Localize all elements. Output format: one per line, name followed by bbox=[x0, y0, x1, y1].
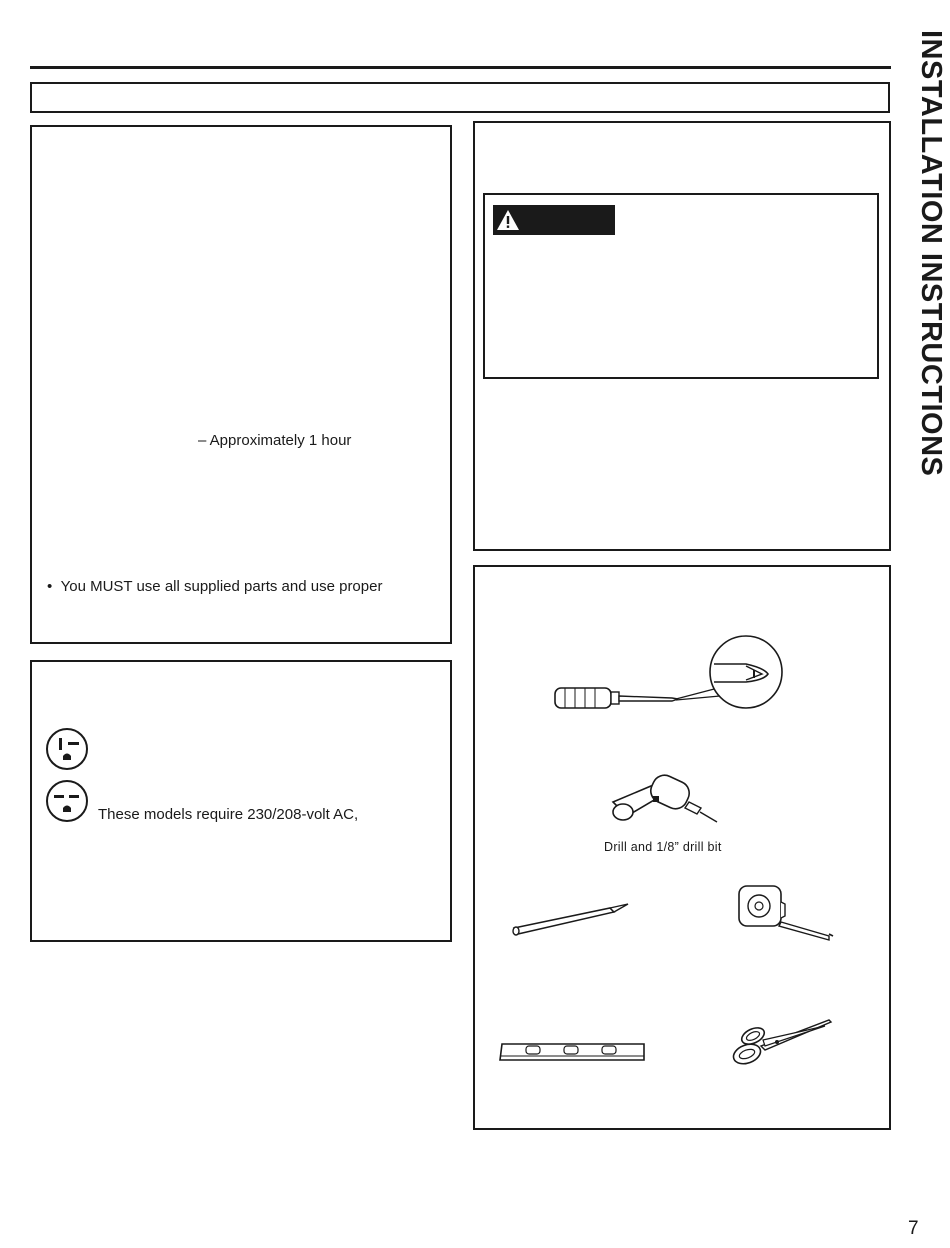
header-rule bbox=[30, 66, 891, 69]
outlet-115v-icon bbox=[46, 728, 88, 770]
outlet-230v-icon bbox=[46, 780, 88, 822]
parts-bullet-text: You MUST use all supplied parts and use proper bbox=[60, 578, 383, 595]
side-title: INSTALLATION INSTRUCTIONS bbox=[915, 30, 947, 477]
level-icon bbox=[498, 1036, 648, 1066]
screwdriver-icon bbox=[550, 630, 790, 740]
page-number: 7 bbox=[908, 1218, 919, 1239]
tape-measure-icon bbox=[735, 882, 845, 944]
installation-info-panel bbox=[30, 125, 452, 644]
drill-icon bbox=[605, 772, 725, 832]
voltage-requirement-text: These models require 230/208-volt AC, bbox=[98, 806, 359, 823]
warning-triangle-icon bbox=[493, 205, 523, 235]
pencil-icon bbox=[510, 902, 635, 938]
installation-time-text: – Approximately 1 hour bbox=[198, 432, 352, 449]
drill-caption: Drill and 1/8” drill bit bbox=[604, 840, 722, 854]
section-title-bar bbox=[30, 82, 890, 113]
warning-label bbox=[493, 205, 615, 235]
bullet-glyph: • bbox=[47, 578, 61, 595]
parts-bullet bbox=[47, 578, 382, 595]
scissors-icon bbox=[725, 1018, 835, 1072]
electrical-requirements-panel bbox=[30, 660, 452, 942]
